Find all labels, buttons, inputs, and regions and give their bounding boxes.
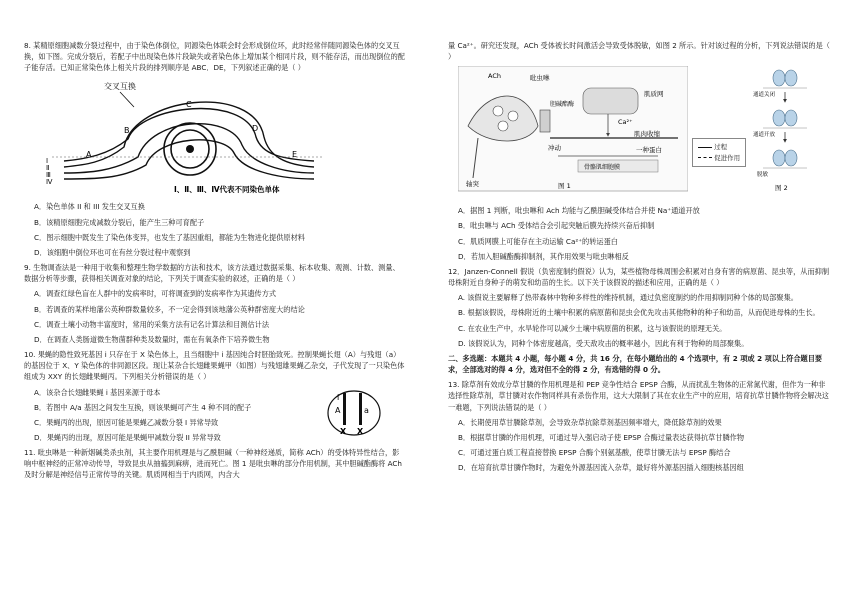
fig1-label-impulse: 冲动: [548, 144, 561, 153]
fig-caption: Ⅰ、Ⅱ、Ⅲ、Ⅳ代表不同染色单体: [174, 185, 280, 195]
left-column: [24, 40, 406, 485]
fig-letter-d: D: [252, 124, 259, 134]
legend-process-item: [698, 142, 740, 152]
legend-promote-label: 促进作用: [714, 153, 741, 162]
fig1-legend: [692, 138, 746, 167]
fig2-caption: 图 2: [775, 184, 788, 193]
fig1-label-ach: ACh: [488, 72, 501, 81]
q12-option-a: A. 该假说主要解释了热带森林中物种多样性的维持机制，通过负密度制约的作用抑制同种个体的局部聚集。: [458, 293, 798, 303]
q10-option-b: B．若图中 A/a 基因之间发生互换，则该果蝇可产生 4 种不同的配子: [34, 402, 252, 412]
fig2-label-open: 通道开放: [753, 132, 776, 139]
fig-row-3: Ⅲ: [46, 171, 51, 180]
fig1-label-contraction: 肌肉收缩: [634, 130, 660, 139]
q12-option-c: C. 在农业生产中，水旱轮作可以减少土壤中病原菌的积累，这与该假说的原理无关。: [458, 323, 727, 333]
q11-option-d: D．若加入胆碱酯酶抑制剂，其作用效果与吡虫啉相反: [458, 251, 629, 261]
q10-option-d: D．果蝇丙的出现，原因可能是果蝇甲减数分裂 II 异常导致: [34, 432, 221, 442]
q8-figure: [24, 77, 406, 195]
fig-row-2: Ⅱ: [46, 164, 50, 173]
q13-option-b: B．根据草甘膦的作用机理，可通过导入强启动子使 EPSP 合酶过量表达获得抗草甘膦作物: [458, 432, 745, 442]
fig-gene-i: i: [337, 392, 340, 402]
q11-option-a: A．据图 1 判断，吡虫啉和 Ach 均能与乙酰胆碱受体结合并使 Na⁺通道开放: [458, 206, 700, 216]
fig1-label-protein: 一种蛋白: [636, 146, 662, 155]
q13-option-d: D．在培育抗草甘膦作物时，为避免外源基因流入杂草，最好将外源基因插入细胞核基因组: [458, 463, 744, 473]
fig-x2: X: [357, 426, 364, 436]
q13-option-a: A．长期使用草甘膦除草剂，会导致杂草抗除草剂基因频率增大，降低除草剂的效果: [458, 417, 722, 427]
q8-option-d: D．该细胞中倒位环也可在有丝分裂过程中观察到: [34, 247, 191, 257]
fig-row-1: Ⅰ: [46, 157, 49, 166]
q12-option-b: B. 根据该假说，母株附近的土壤中积累的病原菌和昆虫会优先攻击其他物种的种子和幼苗，从而促进母株的生长。: [458, 308, 820, 318]
fig1-label-enzyme: 胆碱酯酶: [550, 101, 575, 109]
q9-option-c: C．调查土壤小动物丰富度时，常用的采集方法有记名计算法和目测估计法: [34, 319, 270, 329]
q10-option-a: A．该杂合长翅雌果蝇 i 基因来源于母本: [34, 387, 161, 397]
q9-stem: 9. 生物调查法是一种用于收集和整理生物学数据的方法和技术，该方法通过数据采集、标本收集、观测、计数、测量、数据分析等步骤，获得相关调查对象的结论，下列关于调查实验的叙述，正确的是（ ）: [24, 263, 400, 284]
fig-letter-a: A: [86, 150, 92, 160]
q10-option-c: C．果蝇丙的出现，原因可能是果蝇乙减数分裂 I 异常导致: [34, 417, 219, 427]
x-chromosome-figure: [324, 387, 388, 437]
fig-gene-A: A: [335, 405, 341, 415]
section-2-heading: 二、多选题：本题共 4 小题，每小题 4 分，共 16 分，在每小题给出的 4 个选项中，有 2 项或 2 项以上符合题目要求，全部选对的得 4 分，选对但不全的得 2 分，有选错的得 0 分。: [448, 353, 823, 375]
q11-figures: [448, 66, 830, 201]
fig-x1: X: [340, 426, 347, 436]
q8-option-a: A．染色单体 II 和 III 发生交叉互换: [34, 202, 145, 212]
q9-option-a: A．调查红绿色盲在人群中的发病率时，可将调查到的发病率作为其遗传方式: [34, 289, 277, 299]
fig-letter-e: E: [292, 150, 298, 160]
q11-option-c: C．肌质网膜上可能存在主动运输 Ca²⁺的转运蛋白: [458, 236, 618, 246]
fig1-label-muscle-membrane: 骨骼肌细胞膜: [584, 164, 621, 172]
q12-option-d: D. 该假说认为，同种个体密度越高，受天敌攻击的概率越小，因此有利于物种的局部聚集。: [458, 338, 749, 348]
right-column: [448, 40, 830, 477]
fig1-label-axon: 轴突: [466, 180, 479, 189]
q10-stem: 10. 果蝇的隐性致死基因 i 只存在于 X 染色体上，且当细胞中 i 基因纯合时胚胎致死。控制果蝇长翅（A）与残翅（a）的基因位于 X、Y 染色体的非同源区段。现让某杂合长翅雌果蝇甲（如图）与残翅雄果蝇乙杂交，子代发现了一只染色体组成为 XXY 的长翅雌果蝇丙。下列相关分析错误的是（ ）: [24, 350, 405, 382]
q13-stem: 13. 除草剂有效成分草甘膦的作用机理是和 PEP 竞争性结合 EPSP 合酶，从而扰乱生物体的正常氮代谢，但作为一种非选择性除草剂，草甘膦对农作物同样具有杀伤作用，这大大限制了其在农业生产中的应用，培育抗草甘膦作物将会解决这一难题，下列说法错误的是（ ）: [448, 380, 829, 412]
fig-row-4: Ⅳ: [46, 178, 53, 187]
q11-stem: 11. 吡虫啉是一种新烟碱类杀虫剂，其主要作用机理是与乙酰胆碱（一种神经递质，简称 ACh）的受体特异性结合，影响中枢神经的正常冲动传导，导致昆虫从抽搐到麻痹，进而死亡。图 1 是吡虫啉的部分作用机制，其中胆碱酯酶将 ACh 及时分解是神经信号正常传导的关键。肌质网相当于内质网，内含大: [24, 448, 402, 480]
legend-process-label: 过程: [714, 143, 728, 152]
q9-option-b: B．若调查的某样地藩公英种群数量较多，不一定会得到该地藩公英种群密度大的结论: [34, 304, 305, 314]
q9-option-d: D．在调查人类肠道微生物菌群种类及数量时，需在有氧条件下培养微生物: [34, 334, 270, 344]
q8-stem: 8. 某精原细胞减数分裂过程中，由于染色体倒位，同源染色体联会时会形成倒位环，此时经常伴随同源染色体的交叉互换，如下图。完成分裂后，若配子中出现染色体片段缺失或者染色体上增加某个相同片段，则不能存活，而出现倒位的配子能存活。已知正常染色体上相关片段的排列顺序是 ABC．DE，下列叙述正确的是（ ）: [24, 41, 405, 73]
fig1-label-ca: Ca²⁺: [618, 118, 633, 127]
fig1-caption: 图 1: [558, 182, 571, 191]
q11-stem-continued: 量 Ca²⁺。研究还发现，ACh 受体被长时间激活会导致受体脱敏，如图 2 所示。针对该过程的分析，下列说法错误的是（ ）: [448, 41, 830, 62]
q8-option-b: B．该精原细胞完成减数分裂后，能产生三种可育配子: [34, 217, 205, 227]
legend-promote-item: [698, 153, 740, 163]
fig-letter-c: C: [186, 100, 192, 110]
fig-label-exchange: 交叉互换: [104, 82, 136, 92]
chromosome-inversion-loop-diagram: [24, 77, 406, 195]
fig2-label-closed: 通道关闭: [753, 92, 776, 99]
fig-letter-b: B: [124, 126, 130, 136]
q11-option-b: B．吡虫啉与 ACh 受体结合会引起突触后膜先持续兴奋后抑制: [458, 221, 655, 231]
figure-2-receptor-states: [753, 66, 823, 196]
fig1-label-sarcoplasmic-reticulum: 肌质网: [644, 90, 664, 99]
q13-option-c: C．可通过蛋白质工程直接替换 EPSP 合酶个别氨基酸，使草甘膦无法与 EPSP 酶结合: [458, 447, 731, 457]
q12-stem: 12．Janzen-Connell 假说（负密度制约假说）认为，某些植物母株周围会积累对自身有害的病原菌、昆虫等，从而抑制母株附近自身种子的萌发和幼苗的生长。以下关于该假说的描述和应用，正确的是（ ）: [448, 266, 830, 288]
fig2-label-desensitized: 脱敏: [757, 172, 769, 179]
fig-gene-a: a: [364, 405, 369, 415]
figure-1-synapse-diagram: [458, 66, 688, 196]
fig1-label-imidacloprid: 吡虫啉: [530, 74, 550, 83]
q10-options-with-figure: [24, 387, 406, 444]
q8-option-c: C．图示细胞中既发生了染色体变异，也发生了基因重组，都能为生物进化提供原材料: [34, 232, 305, 242]
